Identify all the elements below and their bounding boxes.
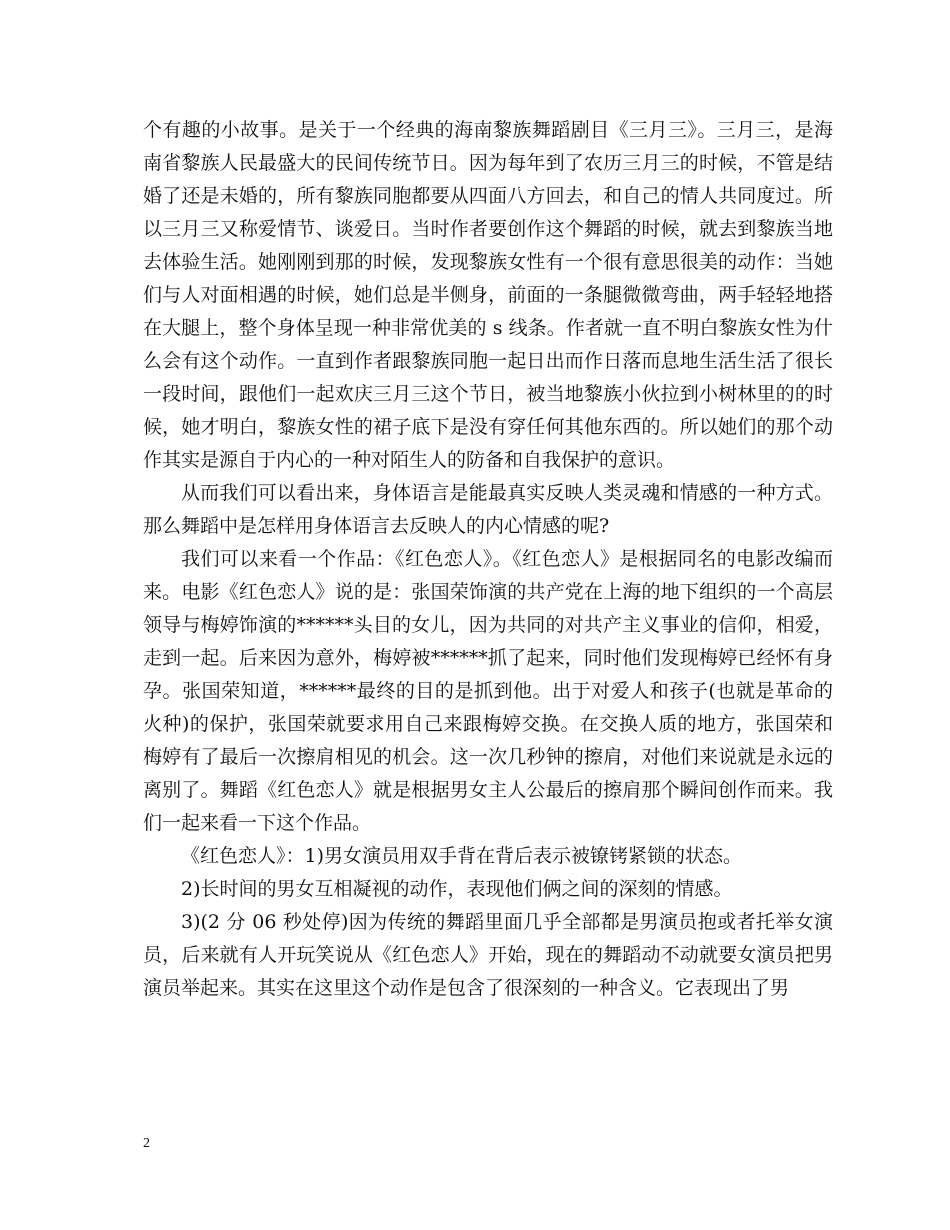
- body-text: [143, 114, 833, 1005]
- paragraph-4: 《红色恋人》：1)男女演员用双手背在背后表示被镣铐紧锁的状态。: [181, 845, 743, 867]
- paragraph-1: 个有趣的小故事。是关于一个经典的海南黎族舞蹈剧目《三月三》。三月三，是海南省黎族人民最盛大的民间传统节日。因为每年到了农历三月三的时候，不管是结婚了还是未婚的，所有黎族同胞都要从四面八方回去，和自己的情人共同度过。所以三月三又称爱情节、谈爱日。当时作者要创作这个舞蹈的时候，就去到黎族当地去体验生活。她刚刚到那的时候，发现黎族女性有一个很有意思很美的动作：当她们与人对面相遇的时候，她们总是半侧身，前面的一条腿微微弯曲，两手轻轻地搭在大腿上，整个身体呈现一种非常优美的 s 线条。作者就一直不明白黎族女性为什么会有这个动作。一直到作者跟黎族同胞一起日出而作日落而息地生活生活了很长一段时间，跟他们一起欢庆三月三这个节日，被当地黎族小伙拉到小树林里的的时候，她才明白，黎族女性的裙子底下是没有穿任何其他东西的。所以她们的那个动作其实是源自于内心的一种对陌生人的防备和自我保护的意识。: [143, 119, 833, 471]
- paragraph-6: 3)(2 分 06 秒处停)因为传统的舞蹈里面几乎全部都是男演员抱或者托举女演员，后来就有人开玩笑说从《红色恋人》开始，现在的舞蹈动不动就要女演员把男演员举起来。其实在这里这个动作是包含了很深刻的一种含义。它表现出了男: [143, 911, 833, 999]
- paragraph-5: 2)长时间的男女互相凝视的动作，表现他们俩之间的深刻的情感。: [181, 878, 733, 900]
- page-number: 2: [143, 1136, 150, 1151]
- paragraph-3: 我们可以来看一个作品：《红色恋人》。《红色恋人》是根据同名的电影改编而来。电影《红色恋人》说的是：张国荣饰演的共产党在上海的地下组织的一个高层领导与梅婷饰演的******头目的女儿，因为共同的对共产主义事业的信仰，相爱，走到一起。后来因为意外，梅婷被******抓了起来，同时他们发现梅婷已经怀有身孕。张国荣知道，******最终的目的是抓到他。出于对爱人和孩子(也就是革命的火种)的保护，张国荣就要求用自己来跟梅婷交换。在交换人质的地方，张国荣和梅婷有了最后一次擦肩相见的机会。这一次几秒钟的擦肩，对他们来说就是永远的离别了。舞蹈《红色恋人》就是根据男女主人公最后的擦肩那个瞬间创作而来。我们一起来看一下这个作品。: [143, 548, 833, 834]
- paragraph-2: 从而我们可以看出来，身体语言是能最真实反映人类灵魂和情感的一种方式。那么舞蹈中是怎样用身体语言去反映人的内心情感的呢?: [143, 482, 833, 537]
